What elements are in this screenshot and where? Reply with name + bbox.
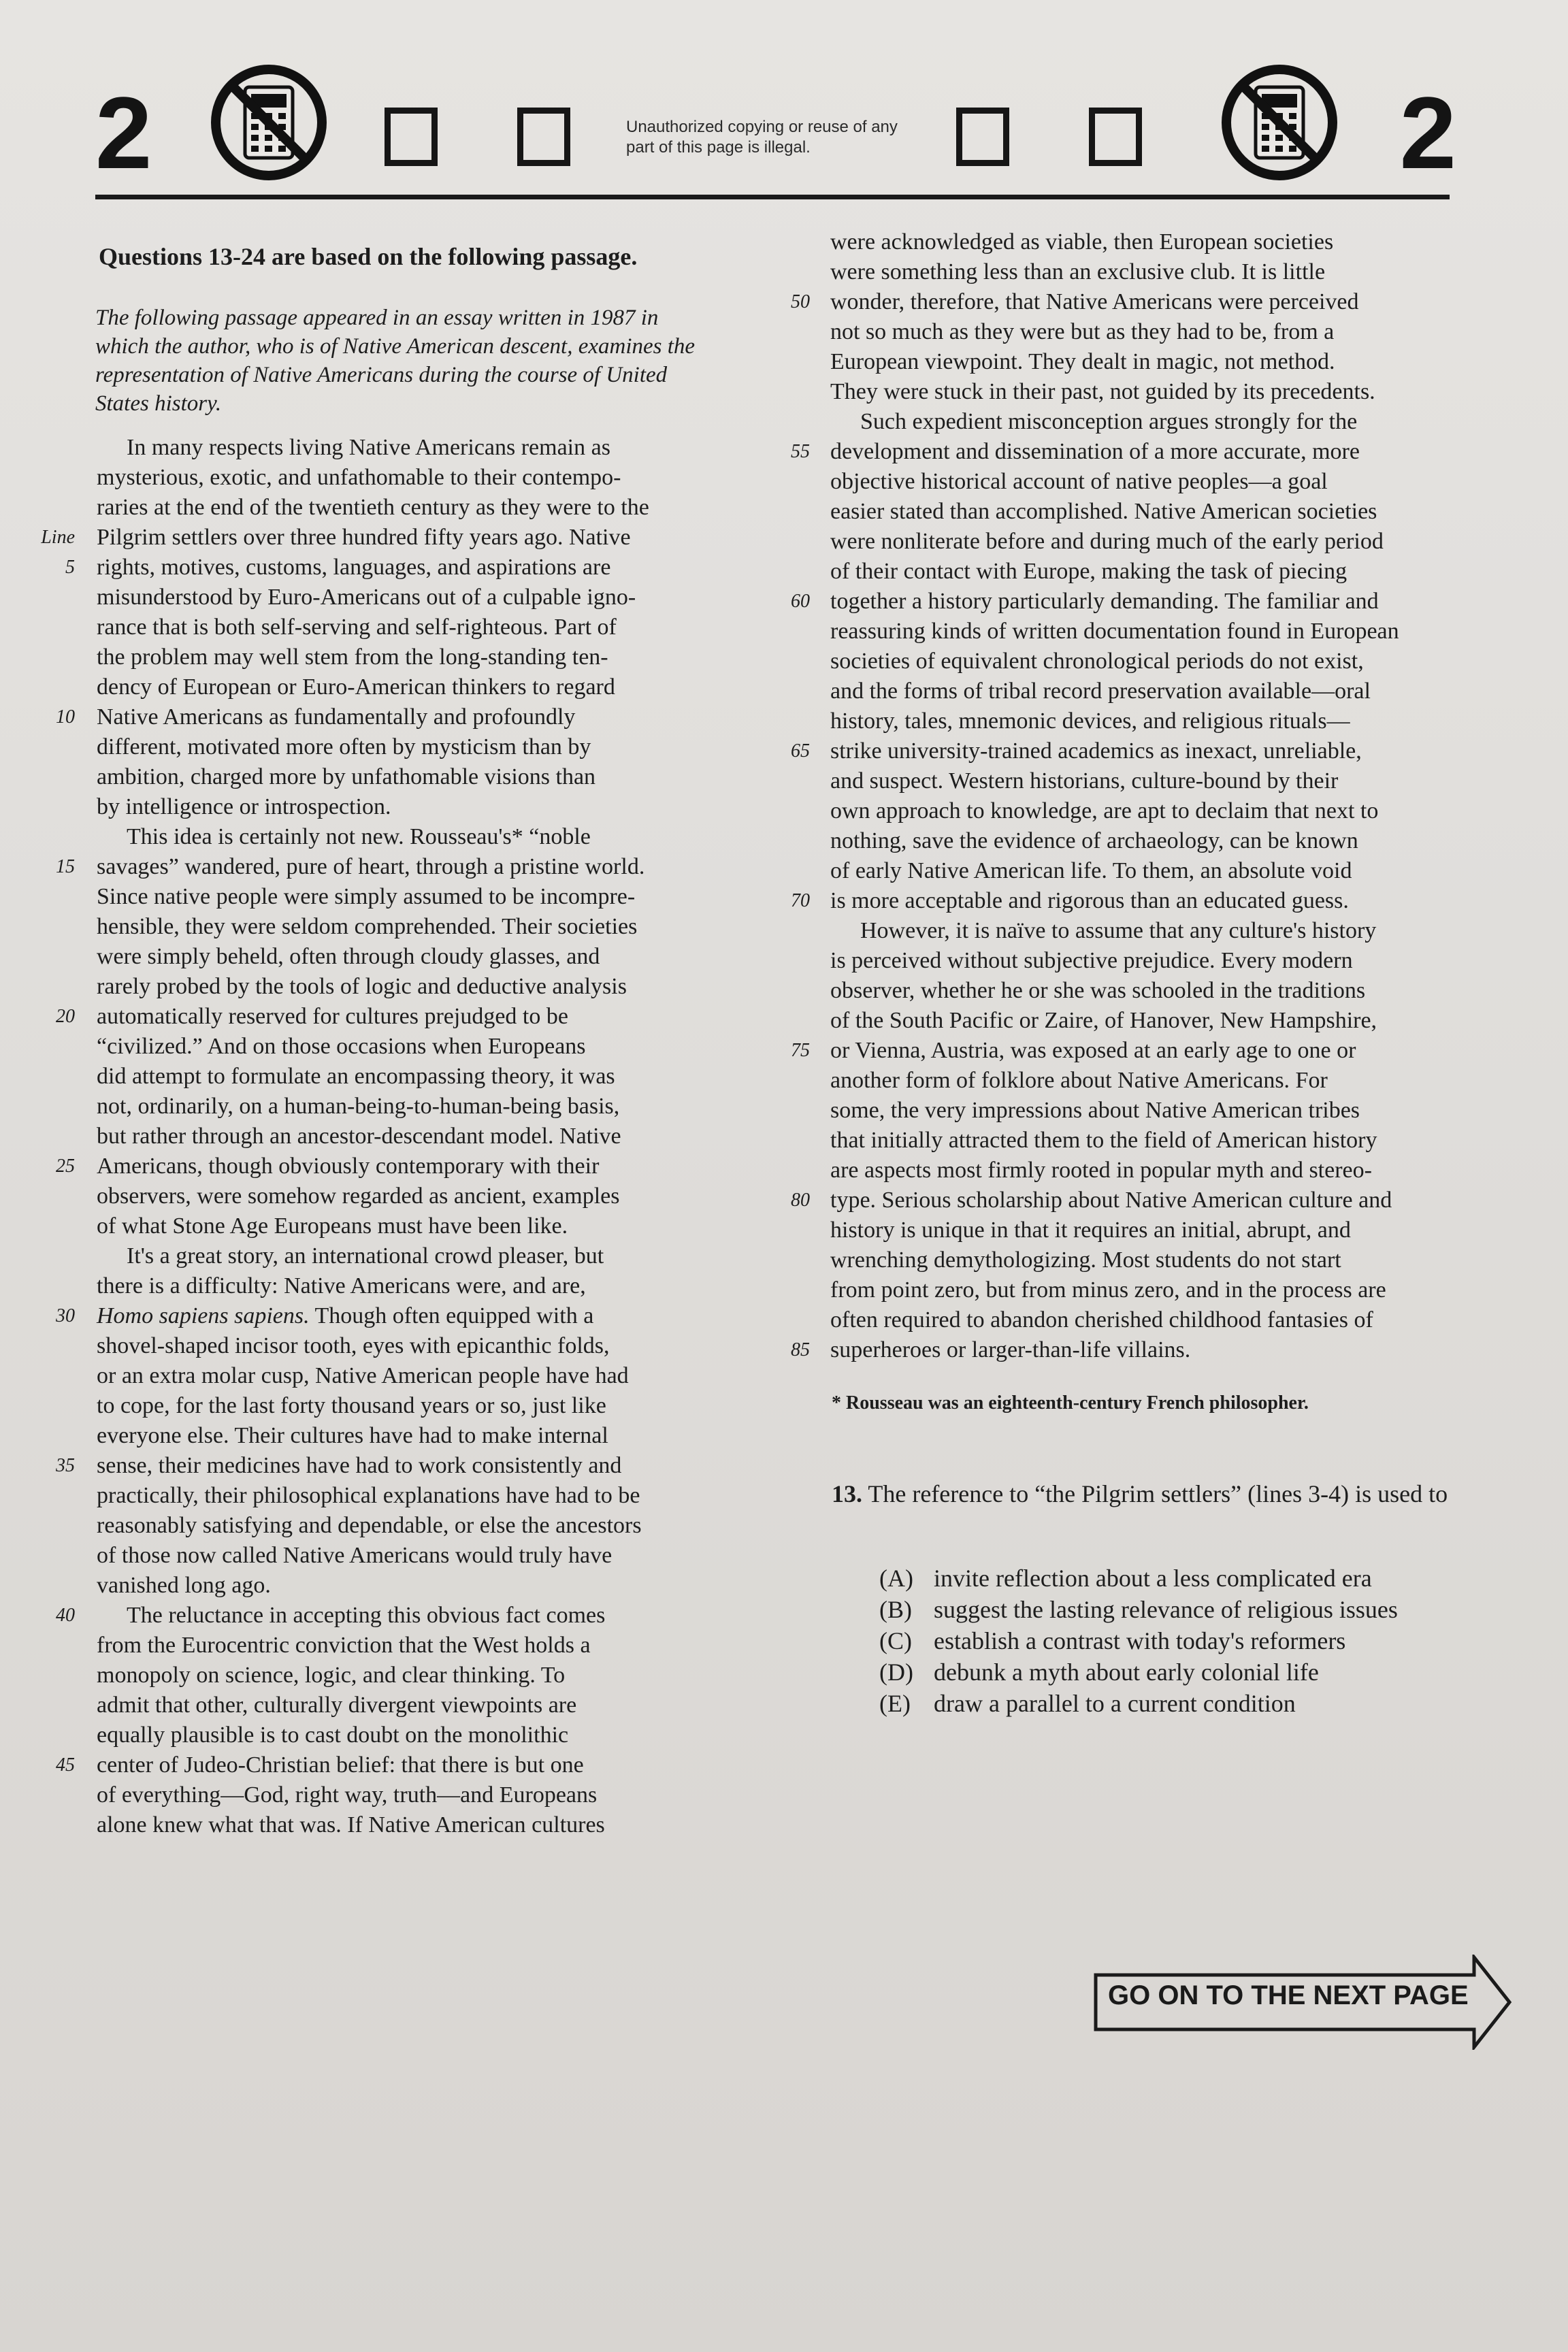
passage-line: rance that is both self-serving and self-righteous. Part of xyxy=(97,615,617,640)
page-header xyxy=(95,54,1456,197)
passage-line: monopoly on science, logic, and clear thinking. To xyxy=(97,1663,566,1688)
passage-line: raries at the end of the twentieth century as they were to the xyxy=(97,495,649,520)
choice-letter: (D) xyxy=(879,1659,913,1686)
choice-letter: (C) xyxy=(879,1627,912,1654)
question-13 xyxy=(832,1478,1478,1509)
question-stem: The reference to “the Pilgrim settlers” (lines 3-4) is used to xyxy=(868,1480,1448,1507)
passage-line: were simply beheld, often through cloudy glasses, and xyxy=(97,944,600,969)
passage-line: superheroes or larger-than-life villains. xyxy=(830,1337,1191,1362)
next-page-arrow xyxy=(1093,1955,1515,2050)
line-number: 80 xyxy=(791,1190,810,1211)
passage-line: dency of European or Euro-American thinkers to regard xyxy=(97,674,615,700)
next-page-label: GO ON TO THE NEXT PAGE xyxy=(1108,1980,1469,2010)
passage-line: of the South Pacific or Zaire, of Hanover, New Hampshire, xyxy=(830,1008,1377,1033)
passage-line: European viewpoint. They dealt in magic, not method. xyxy=(830,349,1335,374)
line-number: Line xyxy=(41,527,75,548)
line-number: 60 xyxy=(791,591,810,612)
answer-box xyxy=(517,108,570,166)
passage-line: and the forms of tribal record preservation available—oral xyxy=(830,679,1371,704)
passage-line: of their contact with Europe, making the task of piecing xyxy=(830,559,1348,584)
passage-line: were acknowledged as viable, then European societies xyxy=(830,229,1334,255)
choice-text: invite reflection about a less complicated era xyxy=(934,1565,1372,1592)
passage-line: did attempt to formulate an encompassing theory, it was xyxy=(97,1064,615,1089)
line-number: 55 xyxy=(791,441,810,462)
passage-line: but rather through an ancestor-descendant model. Native xyxy=(97,1124,621,1149)
copyright-notice: Unauthorized copying or reuse of any part of this page is illegal. xyxy=(626,118,898,157)
passage-line: often required to abandon cherished childhood fantasies of xyxy=(830,1307,1373,1333)
line-number: 25 xyxy=(56,1156,75,1177)
passage-line: practically, their philosophical explanations have had to be xyxy=(97,1483,640,1508)
line-number: 50 xyxy=(791,291,810,312)
answer-choice[interactable] xyxy=(879,1625,1345,1656)
passage-line: ambition, charged more by unfathomable visions than xyxy=(97,764,596,789)
passage-line: nothing, save the evidence of archaeology, can be known xyxy=(830,828,1358,853)
passage-line: rights, motives, customs, languages, and aspirations are xyxy=(97,555,611,580)
passage-line: reasonably satisfying and dependable, or else the ancestors xyxy=(97,1513,642,1538)
passage-line: history is unique in that it requires an initial, abrupt, and xyxy=(830,1218,1351,1243)
passage-line: objective historical account of native peoples—a goal xyxy=(830,469,1328,494)
passage-line: history, tales, mnemonic devices, and religious rituals— xyxy=(830,708,1350,734)
line-number: 75 xyxy=(791,1040,810,1061)
passage-line: “civilized.” And on those occasions when Europeans xyxy=(97,1034,586,1059)
passage-line: vanished long ago. xyxy=(97,1573,271,1598)
passage-line: alone knew what that was. If Native American cultures xyxy=(97,1812,605,1838)
passage-line: strike university-trained academics as inexact, unreliable, xyxy=(830,738,1362,764)
section-number-right: 2 xyxy=(1399,76,1456,190)
answer-choice[interactable] xyxy=(879,1594,1398,1625)
section-number-left: 2 xyxy=(95,76,152,190)
choice-text: suggest the lasting relevance of religious issues xyxy=(934,1596,1398,1623)
passage-line: from point zero, but from minus zero, and in the process are xyxy=(830,1277,1386,1303)
passage-line: easier stated than accomplished. Native American societies xyxy=(830,499,1377,524)
passage-line: automatically reserved for cultures prejudged to be xyxy=(97,1004,568,1029)
passage-line: reassuring kinds of written documentation found in European xyxy=(830,619,1399,644)
passage-line: Pilgrim settlers over three hundred fifty years ago. Native xyxy=(97,525,631,550)
passage-line: of those now called Native Americans would truly have xyxy=(97,1543,612,1568)
passage-line: This idea is certainly not new. Rousseau's* “noble xyxy=(127,824,591,849)
passage-line: shovel-shaped incisor tooth, eyes with epicanthic folds, xyxy=(97,1333,610,1358)
passage-line: to cope, for the last forty thousand years or so, just like xyxy=(97,1393,606,1418)
answer-choice[interactable] xyxy=(879,1688,1296,1719)
passage-line: misunderstood by Euro-Americans out of a culpable igno- xyxy=(97,585,636,610)
passage-line: The reluctance in accepting this obvious fact comes xyxy=(127,1603,606,1628)
questions-intro: Questions 13-24 are based on the following passage. xyxy=(99,243,638,270)
passage-line: They were stuck in their past, not guided by its precedents. xyxy=(830,379,1375,404)
passage-line: center of Judeo-Christian belief: that there is but one xyxy=(97,1752,584,1778)
passage-line: not, ordinarily, on a human-being-to-human-being basis, xyxy=(97,1094,620,1119)
no-calculator-icon xyxy=(208,61,330,184)
passage-line: observer, whether he or she was schooled in the traditions xyxy=(830,978,1366,1003)
answer-choice[interactable] xyxy=(879,1563,1372,1594)
line-number: 5 xyxy=(65,557,75,578)
passage-line: or Vienna, Austria, was exposed at an early age to one or xyxy=(830,1038,1356,1063)
choice-text: debunk a myth about early colonial life xyxy=(934,1659,1319,1686)
line-number: 20 xyxy=(56,1006,75,1027)
passage-line: are aspects most firmly rooted in popular myth and stereo- xyxy=(830,1158,1372,1183)
passage-line: that initially attracted them to the field of American history xyxy=(830,1128,1377,1153)
line-number: 15 xyxy=(56,856,75,877)
passage-line: Homo sapiens sapiens. Though often equipped with a xyxy=(97,1303,594,1328)
line-number: 70 xyxy=(791,890,810,911)
passage-line: Americans, though obviously contemporary with their xyxy=(97,1154,600,1179)
passage-line: is perceived without subjective prejudice. Every modern xyxy=(830,948,1353,973)
passage-line: sense, their medicines have had to work consistently and xyxy=(97,1453,622,1478)
line-number: 85 xyxy=(791,1339,810,1360)
passage-line: observers, were somehow regarded as ancient, examples xyxy=(97,1183,620,1209)
passage-line: not so much as they were but as they had to be, from a xyxy=(830,319,1335,344)
line-number: 30 xyxy=(56,1305,75,1326)
choice-text: draw a parallel to a current condition xyxy=(934,1690,1296,1717)
answer-box xyxy=(385,108,438,166)
passage-line: the problem may well stem from the long-standing ten- xyxy=(97,644,608,670)
passage-line: However, it is naïve to assume that any culture's history xyxy=(860,918,1377,943)
passage-line: or an extra molar cusp, Native American people have had xyxy=(97,1363,629,1388)
choice-text: establish a contrast with today's reformers xyxy=(934,1627,1346,1654)
line-number: 35 xyxy=(56,1455,75,1476)
choice-letter: (E) xyxy=(879,1690,911,1717)
passage-line: In many respects living Native Americans remain as xyxy=(127,435,610,460)
choice-letter: (B) xyxy=(879,1596,912,1623)
passage-line: is more acceptable and rigorous than an educated guess. xyxy=(830,888,1349,913)
passage-line: development and dissemination of a more accurate, more xyxy=(830,439,1360,464)
passage-line: everyone else. Their cultures have had to make internal xyxy=(97,1423,608,1448)
passage-line: some, the very impressions about Native American tribes xyxy=(830,1098,1360,1123)
passage-line: by intelligence or introspection. xyxy=(97,794,391,819)
answer-box xyxy=(1089,108,1142,166)
passage-line: different, motivated more often by mysticism than by xyxy=(97,734,591,760)
passage-line: of early Native American life. To them, an absolute void xyxy=(830,858,1352,883)
passage-line: there is a difficulty: Native Americans were, and are, xyxy=(97,1273,586,1298)
passage-line: type. Serious scholarship about Native American culture and xyxy=(830,1188,1392,1213)
passage-line: equally plausible is to cast doubt on the monolithic xyxy=(97,1722,569,1748)
answer-choice[interactable] xyxy=(879,1656,1319,1688)
no-calculator-icon xyxy=(1218,61,1341,184)
passage-line: mysterious, exotic, and unfathomable to their contempo- xyxy=(97,465,621,490)
footnote: * Rousseau was an eighteenth-century French philosopher. xyxy=(832,1392,1309,1414)
passage-line: and suspect. Western historians, culture-bound by their xyxy=(830,768,1339,794)
passage-line: of everything—God, right way, truth—and Europeans xyxy=(97,1782,598,1808)
passage-line: another form of folklore about Native Americans. For xyxy=(830,1068,1328,1093)
passage-line: Since native people were simply assumed to be incompre- xyxy=(97,884,636,909)
passage-line: wrenching demythologizing. Most students do not start xyxy=(830,1247,1341,1273)
line-number: 10 xyxy=(56,706,75,728)
passage-line: admit that other, culturally divergent viewpoints are xyxy=(97,1693,577,1718)
line-number: 45 xyxy=(56,1754,75,1776)
line-number: 65 xyxy=(791,740,810,762)
line-number: 40 xyxy=(56,1605,75,1626)
passage-line: savages” wandered, pure of heart, through a pristine world. xyxy=(97,854,645,879)
passage-line: Native Americans as fundamentally and profoundly xyxy=(97,704,576,730)
question-number: 13. xyxy=(832,1480,862,1507)
passage-line: hensible, they were seldom comprehended. Their societies xyxy=(97,914,638,939)
header-rule xyxy=(95,195,1450,199)
passage-line: were nonliterate before and during much of the early period xyxy=(830,529,1384,554)
passage-line: from the Eurocentric conviction that the West holds a xyxy=(97,1633,591,1658)
passage-line: rarely probed by the tools of logic and deductive analysis xyxy=(97,974,627,999)
passage-line: societies of equivalent chronological periods do not exist, xyxy=(830,649,1364,674)
passage-line: were something less than an exclusive club. It is little xyxy=(830,259,1326,284)
passage-line: wonder, therefore, that Native Americans were perceived xyxy=(830,289,1359,314)
choice-letter: (A) xyxy=(879,1565,913,1592)
passage-blurb: The following passage appeared in an essay written in 1987 in which the author, who is of Native American descent, examines the representation of Native Americans during the course of United States history. xyxy=(95,306,696,416)
answer-box xyxy=(956,108,1009,166)
passage-line: own approach to knowledge, are apt to declaim that next to xyxy=(830,798,1379,823)
passage-line: It's a great story, an international crowd pleaser, but xyxy=(127,1243,604,1269)
passage-line: together a history particularly demanding. The familiar and xyxy=(830,589,1379,614)
passage-line: of what Stone Age Europeans must have been like. xyxy=(97,1213,568,1239)
passage-line: Such expedient misconception argues strongly for the xyxy=(860,409,1358,434)
